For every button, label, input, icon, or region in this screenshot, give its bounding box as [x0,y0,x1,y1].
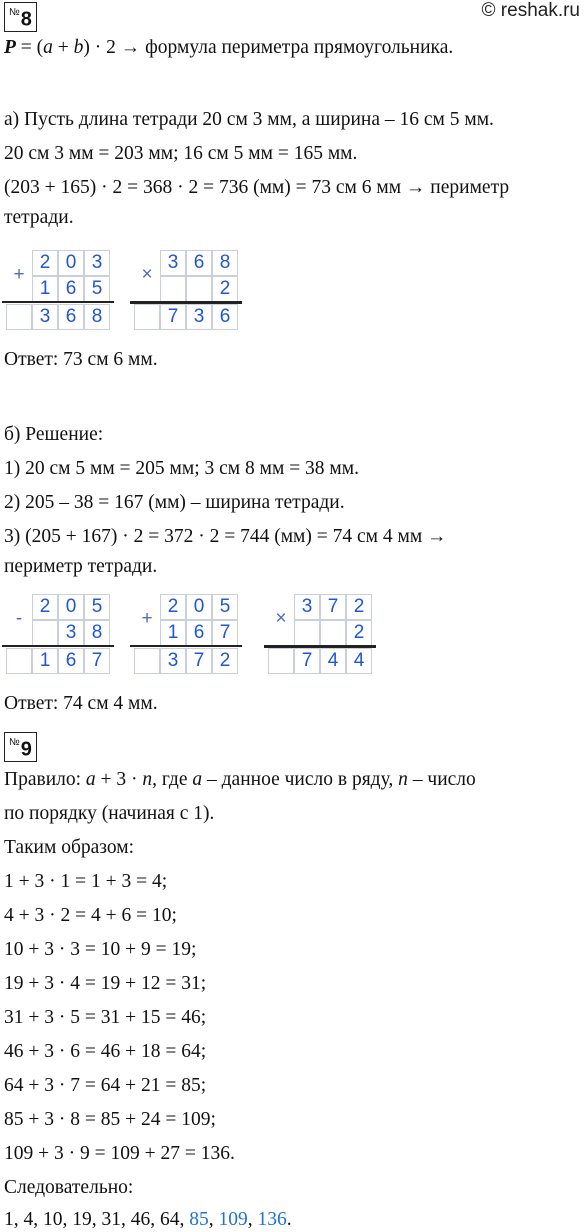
digit-cell: 0 [186,594,212,620]
part-b-answer: Ответ: 74 см 4 мм. [4,693,158,714]
digit-cell: 1 [32,276,58,302]
therefore-label: Следовательно: [4,1177,134,1198]
digit-cell: 4 [320,648,346,674]
part-b-line-5: периметр тетради. [4,556,158,577]
step-line: 31 + 3 · 5 = 31 + 15 = 46; [4,1007,207,1028]
part-a-line-2: 20 см 3 мм = 203 мм; 16 см 5 мм = 165 мм. [4,143,358,164]
digit-cell: 2 [32,594,58,620]
operator-sign: + [141,608,153,629]
digit-cell: 5 [84,594,110,620]
part-b-line-2: 1) 20 см 5 мм = 205 мм; 3 см 8 мм = 38 мм. [4,458,359,479]
digit-cell: 7 [212,620,238,646]
step-line: 1 + 3 · 1 = 1 + 3 = 4; [4,871,168,892]
grid-cell [134,304,160,330]
digit-cell: 6 [58,648,84,674]
part-b-line-4: 3) (205 + 167) · 2 = 372 · 2 = 744 (мм) = 74 см 4 мм → [4,526,447,547]
digit-cell: 1 [160,620,186,646]
part-b-line-3: 2) 205 – 38 = 167 (мм) – ширина тетради. [4,492,345,513]
column-rule [130,301,242,304]
digit-cell: 6 [212,304,238,330]
site-watermark: © reshak.ru [481,0,580,21]
column-rule [130,645,242,647]
part-a-line-3: (203 + 165) · 2 = 368 · 2 = 736 (мм) = 73 см 6 мм → периметр [4,177,510,198]
digit-cell [32,620,58,646]
digit-cell: 8 [212,250,238,276]
digit-cell: 7 [320,594,346,620]
digit-cell: 1 [32,648,58,674]
digit-cell: 7 [84,648,110,674]
step-line: 46 + 3 · 6 = 46 + 18 = 64; [4,1041,207,1062]
digit-cell: 2 [32,250,58,276]
digit-cell: 3 [294,594,320,620]
digit-cell [320,620,346,646]
grid-cell [6,648,32,674]
part-a-answer: Ответ: 73 см 6 мм. [4,349,158,370]
part-a-line-4: тетради. [4,207,74,228]
column-rule [264,645,376,648]
sequence-result: 1, 4, 10, 19, 31, 46, 64, 85, 109, 136. [4,1209,292,1230]
grid-cell [6,304,32,330]
digit-cell: 7 [294,648,320,674]
digit-cell: 3 [32,304,58,330]
digit-cell: 3 [58,620,84,646]
thus-label: Таким образом: [4,837,135,858]
operator-sign: × [275,608,287,629]
step-line: 64 + 3 · 7 = 64 + 21 = 85; [4,1075,207,1096]
digit-cell: 2 [346,594,372,620]
digit-cell [294,620,320,646]
grid-cell [268,648,294,674]
digit-cell: 5 [84,276,110,302]
grid-cell [134,648,160,674]
rule-line-1: Правило: a + 3 · n, где a – данное число в ряду, n – число [4,769,476,790]
step-line: 85 + 3 · 8 = 85 + 24 = 109; [4,1109,216,1130]
perimeter-formula: P = (a + b) · 2 → формула периметра прямоугольника. [4,37,454,58]
digit-cell: 3 [84,250,110,276]
digit-cell: 3 [160,250,186,276]
column-rule [2,301,114,303]
digit-cell: 8 [84,620,110,646]
digit-cell: 2 [160,594,186,620]
operator-sign: - [15,608,23,629]
step-line: 109 + 3 · 9 = 109 + 27 = 136. [4,1143,235,1164]
digit-cell: 2 [212,648,238,674]
digit-cell: 0 [58,250,84,276]
digit-cell: 2 [212,276,238,302]
operator-sign: + [13,264,25,285]
digit-cell: 6 [58,276,84,302]
digit-cell: 2 [346,620,372,646]
digit-cell: 6 [186,250,212,276]
digit-cell: 6 [58,304,84,330]
digit-cell [186,276,212,302]
digit-cell: 4 [346,648,372,674]
step-line: 10 + 3 · 3 = 10 + 9 = 19; [4,939,197,960]
task-9-badge: №9 [4,732,37,762]
digit-cell: 0 [58,594,84,620]
digit-cell: 7 [186,648,212,674]
part-b-line-1: б) Решение: [4,424,104,445]
step-line: 4 + 3 · 2 = 4 + 6 = 10; [4,905,177,926]
part-a-line-1: а) Пусть длина тетради 20 см 3 мм, а ширина – 16 см 5 мм. [4,109,494,130]
digit-cell: 3 [186,304,212,330]
step-line: 19 + 3 · 4 = 19 + 12 = 31; [4,973,207,994]
digit-cell: 5 [212,594,238,620]
rule-line-2: по порядку (начиная с 1). [4,803,215,824]
digit-cell [160,276,186,302]
digit-cell: 6 [186,620,212,646]
task-8-badge: №8 [4,2,37,32]
operator-sign: × [141,264,153,285]
digit-cell: 3 [160,648,186,674]
digit-cell: 8 [84,304,110,330]
column-rule [2,645,114,647]
digit-cell: 7 [160,304,186,330]
